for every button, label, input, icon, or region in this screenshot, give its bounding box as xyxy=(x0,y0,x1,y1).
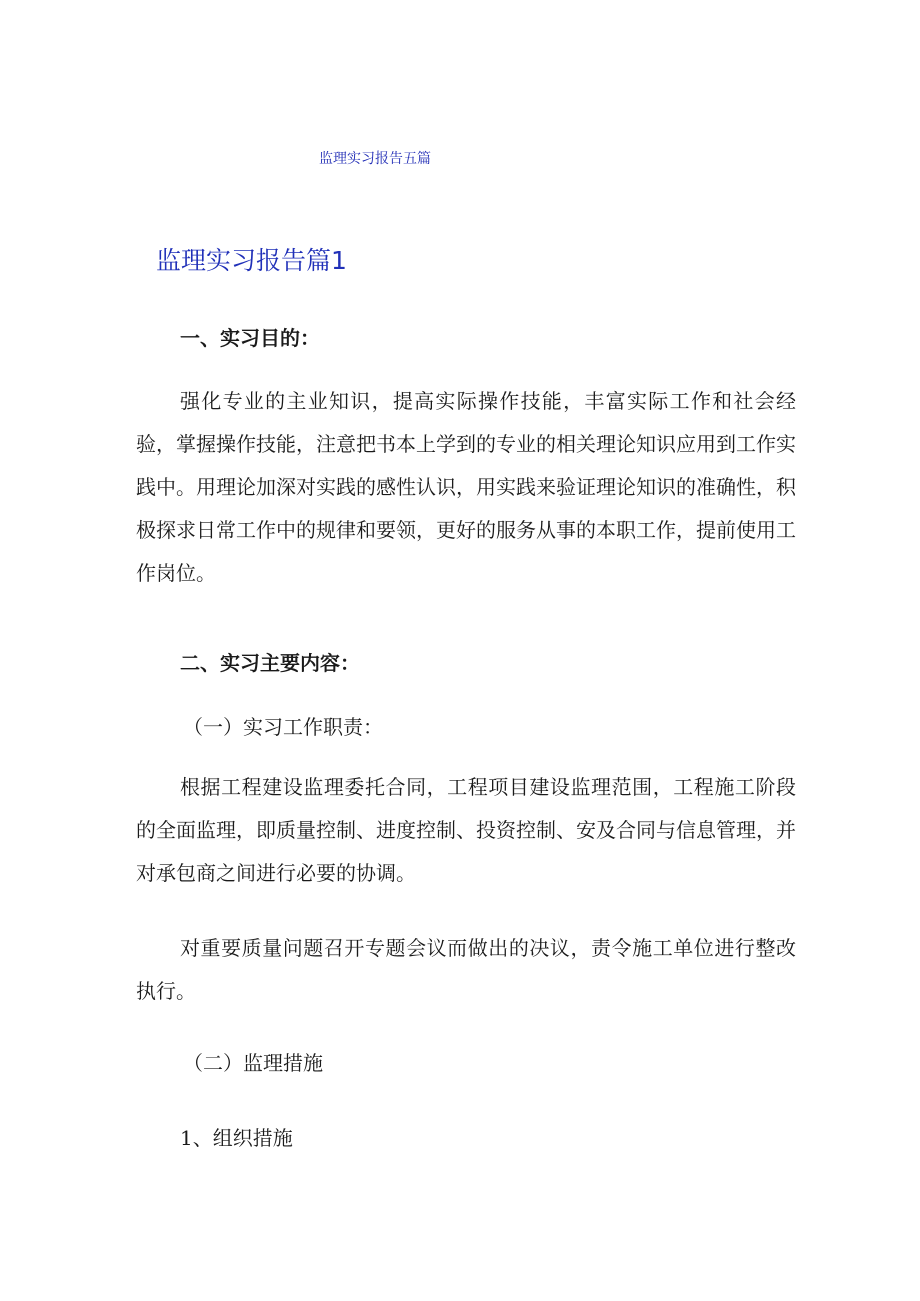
document-title: 监理实习报告五篇 xyxy=(319,151,431,167)
content-heading: 二、实习主要内容： xyxy=(180,651,360,675)
purpose-paragraph: 强化专业的主业知识，提高实际操作技能，丰富实际工作和社会经验，掌握操作技能，注意把书本上学到的专业的相关理论知识应用到工作实践中。用理论加深对实践的感性认识，用实践来验证理论知识的准确性，积极探求日常工作中的规律和要领，更好的服务从事的本职工作，提前使用工作岗位。 xyxy=(136,389,796,585)
org-measures-heading: 1、组织措施 xyxy=(180,1126,293,1150)
measures-heading: （二）监理措施 xyxy=(183,1051,323,1075)
section-heading: 监理实习报告篇1 xyxy=(156,246,347,275)
purpose-heading: 一、实习目的： xyxy=(180,326,320,350)
duty-heading: （一）实习工作职责： xyxy=(183,715,383,739)
duty-paragraph-2: 对重要质量问题召开专题会议而做出的决议，责令施工单位进行整改执行。 xyxy=(136,936,796,1003)
duty-paragraph-1: 根据工程建设监理委托合同，工程项目建设监理范围，工程施工阶段的全面监理，即质量控制、进度控制、投资控制、安及合同与信息管理，并对承包商之间进行必要的协调。 xyxy=(136,775,796,885)
